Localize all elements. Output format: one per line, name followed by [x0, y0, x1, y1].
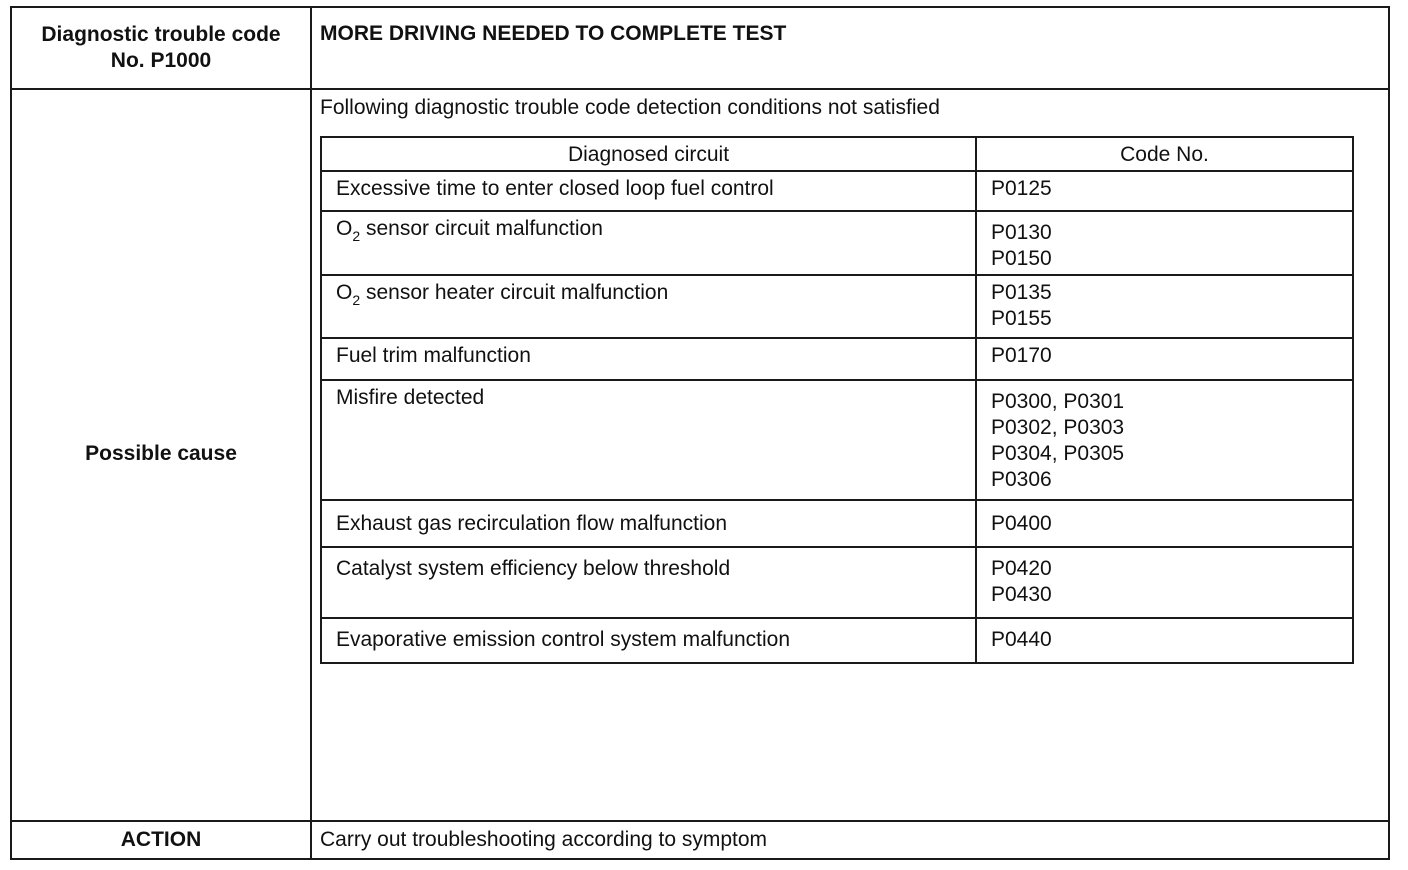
circuit-cell: Evaporative emission control system malfunction — [321, 618, 976, 663]
circuit-cell: Exhaust gas recirculation flow malfunction — [321, 500, 976, 547]
table-row — [321, 500, 1353, 547]
action-text: Carry out troubleshooting according to symptom — [320, 828, 768, 851]
possible-cause-label: Possible cause — [85, 442, 237, 465]
circuit-cell: $O_2$ sensor heater circuit malfunction — [321, 275, 976, 338]
dtc-label: Diagnostic trouble code No. P1000 — [41, 23, 281, 72]
code-cell: P0170 — [976, 338, 1353, 380]
dtc-label-cell — [12, 8, 310, 88]
table-row — [321, 171, 1353, 211]
code-cell: P0420 P0430 — [976, 547, 1353, 618]
action-label: ACTION — [120, 828, 202, 851]
table-row — [321, 547, 1353, 618]
circuit-cell: Fuel trim malfunction — [321, 338, 976, 380]
table-header-row — [321, 137, 1353, 171]
action-label-cell — [12, 822, 310, 858]
code-cell: P0400 — [976, 500, 1353, 547]
column-header-code: Code No. — [976, 137, 1353, 171]
table-row — [321, 275, 1353, 338]
code-cell: P0300, P0301 P0302, P0303 P0304, P0305 P0306 — [976, 380, 1353, 500]
circuit-cell: Excessive time to enter closed loop fuel control — [321, 171, 976, 211]
code-cell: P0440 — [976, 618, 1353, 663]
diagnosed-circuit-table — [320, 136, 1354, 664]
table-row — [321, 211, 1353, 275]
circuit-cell: $O_2$ sensor circuit malfunction — [321, 211, 976, 275]
code-cell: P0130 P0150 — [976, 211, 1353, 275]
table-row — [321, 618, 1353, 663]
code-cell: P0125 — [976, 171, 1353, 211]
circuit-cell: Misfire detected — [321, 380, 976, 500]
table-row — [321, 380, 1353, 500]
possible-cause-intro: Following diagnostic trouble code detection conditions not satisfied — [320, 96, 940, 119]
circuit-cell: Catalyst system efficiency below threshold — [321, 547, 976, 618]
dtc-title: MORE DRIVING NEEDED TO COMPLETE TEST — [320, 22, 787, 45]
column-divider — [310, 8, 312, 858]
table-row — [321, 338, 1353, 380]
column-header-circuit: Diagnosed circuit — [321, 137, 976, 171]
code-cell: P0135 P0155 — [976, 275, 1353, 338]
